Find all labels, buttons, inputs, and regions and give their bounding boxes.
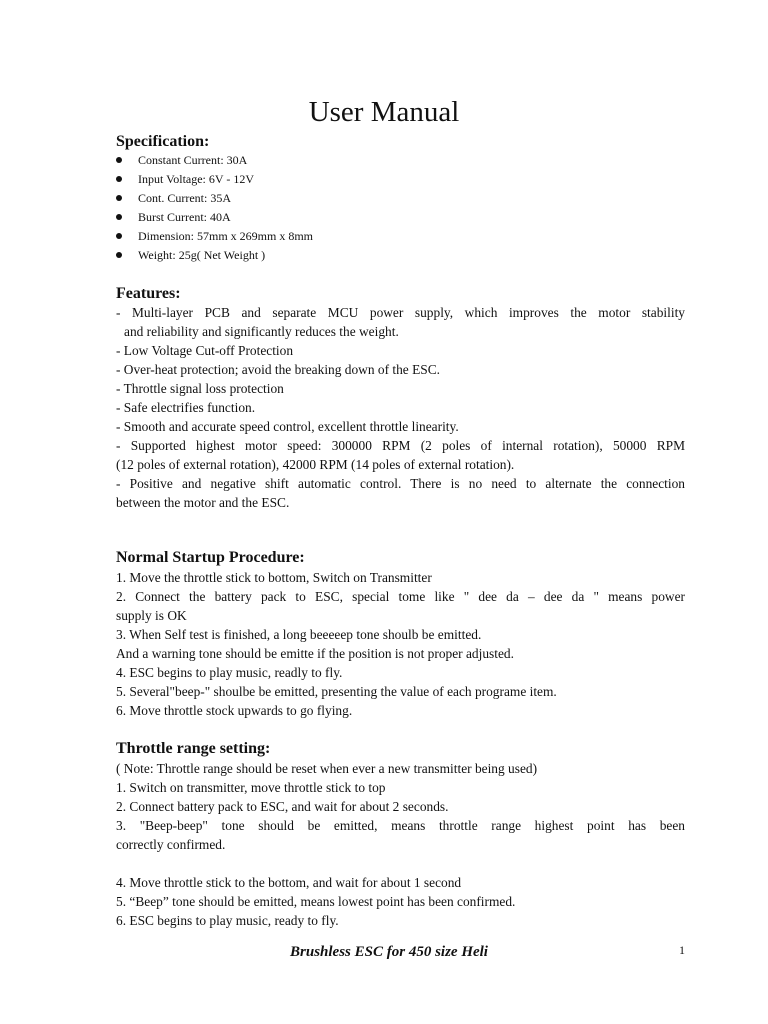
spec-heading: Specification:: [116, 133, 210, 150]
feature-line: - Low Voltage Cut-off Protection: [116, 343, 294, 358]
bullet-icon: [116, 252, 122, 258]
features-heading: Features:: [116, 285, 181, 302]
startup-line: 5. Several"beep-" shoulbe be emitted, presenting the value of each programe item.: [116, 684, 557, 699]
startup-line: And a warning tone should be emitte if the position is not proper adjusted.: [116, 646, 514, 661]
startup-line: 3. When Self test is finished, a long beeeeep tone shoulb be emitted.: [116, 627, 482, 642]
page-footer: Brushless ESC for 450 size Heli: [290, 944, 488, 960]
spec-item: Constant Current: 30A: [116, 152, 516, 168]
throttle-line: 1. Switch on transmitter, move throttle stick to top: [116, 780, 386, 795]
startup-line: 4. ESC begins to play music, readly to fly.: [116, 665, 343, 680]
page-title: User Manual: [308, 96, 460, 128]
spec-item: Dimension: 57mm x 269mm x 8mm: [116, 228, 516, 244]
feature-line: and reliability and significantly reduces the weight.: [124, 324, 399, 339]
throttle-line: 3. "Beep-beep" tone should be emitted, means throttle range highest point has been: [116, 818, 685, 833]
feature-line: - Smooth and accurate speed control, excellent throttle linearity.: [116, 419, 459, 434]
spec-item: Weight: 25g( Net Weight ): [116, 247, 516, 263]
spec-item: Burst Current: 40A: [116, 209, 516, 225]
feature-line: - Supported highest motor speed: 300000 RPM (2 poles of internal rotation), 50000 RPM: [116, 438, 685, 453]
throttle-line: 2. Connect battery pack to ESC, and wait for about 2 seconds.: [116, 799, 449, 814]
feature-line: - Throttle signal loss protection: [116, 381, 284, 396]
bullet-icon: [116, 176, 122, 182]
spec-item: Cont. Current: 35A: [116, 190, 516, 206]
startup-heading: Normal Startup Procedure:: [116, 549, 305, 566]
feature-line: - Safe electrifies function.: [116, 400, 256, 415]
throttle-line: ( Note: Throttle range should be reset when ever a new transmitter being used): [116, 761, 538, 776]
feature-line: - Positive and negative shift automatic control. There is no need to alternate the connection: [116, 476, 685, 491]
page-number: 1: [679, 943, 685, 957]
bullet-icon: [116, 233, 122, 239]
bullet-icon: [116, 214, 122, 220]
startup-line: 2. Connect the battery pack to ESC, special tome like " dee da – dee da " means power: [116, 589, 685, 604]
bullet-icon: [116, 195, 122, 201]
feature-line: (12 poles of external rotation), 42000 RPM (14 poles of external rotation).: [116, 457, 515, 472]
startup-line: 6. Move throttle stock upwards to go flying.: [116, 703, 353, 718]
throttle-line: correctly confirmed.: [116, 837, 226, 852]
throttle-line: 6. ESC begins to play music, ready to fly.: [116, 913, 339, 928]
feature-line: - Multi-layer PCB and separate MCU power supply, which improves the motor stability: [116, 305, 685, 320]
bullet-icon: [116, 157, 122, 163]
spec-item: Input Voltage: 6V - 12V: [116, 171, 516, 187]
feature-line: between the motor and the ESC.: [116, 495, 290, 510]
startup-line: supply is OK: [116, 608, 187, 623]
throttle-line: 5. “Beep” tone should be emitted, means lowest point has been confirmed.: [116, 894, 516, 909]
feature-line: - Over-heat protection; avoid the breaking down of the ESC.: [116, 362, 440, 377]
startup-line: 1. Move the throttle stick to bottom, Switch on Transmitter: [116, 570, 432, 585]
throttle-heading: Throttle range setting:: [116, 740, 271, 757]
throttle-line: 4. Move throttle stick to the bottom, and wait for about 1 second: [116, 875, 462, 890]
